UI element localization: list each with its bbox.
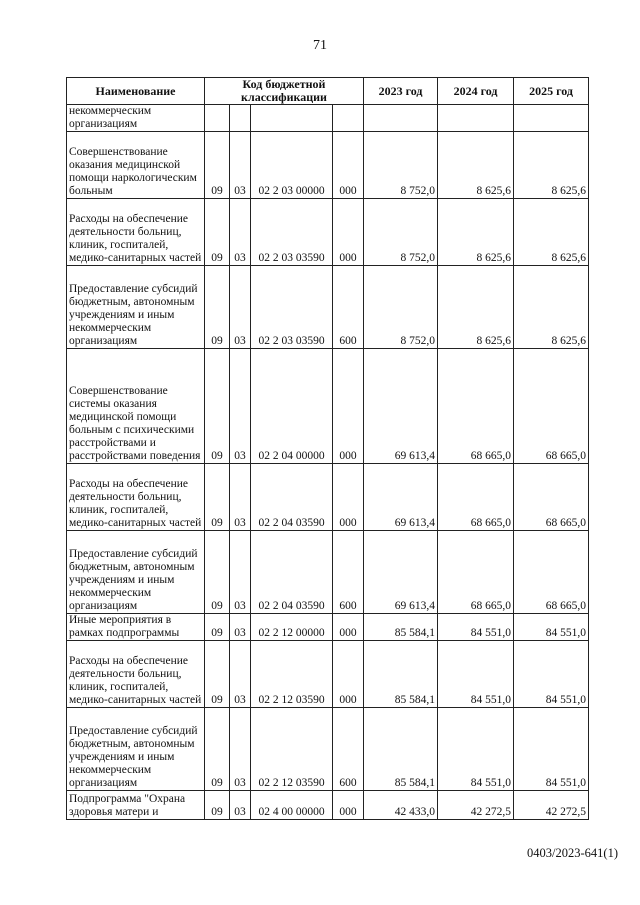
row-expense-type xyxy=(333,105,364,132)
row-expense-type: 000 xyxy=(333,349,364,464)
document-code: 0403/2023-641(1) xyxy=(527,846,618,860)
row-amount-2023: 69 613,4 xyxy=(364,464,438,531)
row-subsection: 03 xyxy=(230,464,251,531)
row-amount-2024: 8 625,6 xyxy=(438,199,514,266)
row-name: Предоставление субсидий бюджетным, автономным учреждениям и иным некоммерческим организациям xyxy=(67,531,205,614)
row-amount-2024: 68 665,0 xyxy=(438,464,514,531)
row-expense-type: 600 xyxy=(333,708,364,791)
row-name: Подпрограмма "Охрана здоровья матери и xyxy=(67,791,205,820)
row-section: 09 xyxy=(205,614,230,641)
row-subsection: 03 xyxy=(230,349,251,464)
row-target-article: 02 2 03 03590 xyxy=(251,199,333,266)
row-name: некоммерческим организациям xyxy=(67,105,205,132)
row-section: 09 xyxy=(205,266,230,349)
row-amount-2025: 68 665,0 xyxy=(514,464,589,531)
table-row xyxy=(67,132,589,199)
row-expense-type: 000 xyxy=(333,132,364,199)
row-amount-2025: 84 551,0 xyxy=(514,641,589,708)
row-amount-2025: 84 551,0 xyxy=(514,614,589,641)
row-subsection: 03 xyxy=(230,132,251,199)
row-amount-2025: 84 551,0 xyxy=(514,708,589,791)
row-amount-2023: 8 752,0 xyxy=(364,199,438,266)
row-expense-type: 000 xyxy=(333,641,364,708)
row-subsection: 03 xyxy=(230,708,251,791)
page-number: 71 xyxy=(313,38,327,53)
row-expense-type: 600 xyxy=(333,531,364,614)
row-section: 09 xyxy=(205,641,230,708)
row-amount-2024: 8 625,6 xyxy=(438,132,514,199)
row-target-article: 02 2 04 03590 xyxy=(251,464,333,531)
row-subsection: 03 xyxy=(230,614,251,641)
row-amount-2023: 69 613,4 xyxy=(364,531,438,614)
header-2024: 2024 год xyxy=(438,78,514,105)
row-subsection: 03 xyxy=(230,531,251,614)
row-amount-2023: 85 584,1 xyxy=(364,614,438,641)
row-expense-type: 000 xyxy=(333,614,364,641)
header-2025: 2025 год xyxy=(514,78,589,105)
row-subsection: 03 xyxy=(230,266,251,349)
row-amount-2023: 42 433,0 xyxy=(364,791,438,820)
row-amount-2025: 68 665,0 xyxy=(514,349,589,464)
row-expense-type: 000 xyxy=(333,791,364,820)
table-row xyxy=(67,791,589,820)
row-amount-2024: 84 551,0 xyxy=(438,614,514,641)
row-amount-2025: 42 272,5 xyxy=(514,791,589,820)
row-expense-type: 600 xyxy=(333,266,364,349)
header-code: Код бюджетной классификации xyxy=(205,78,364,105)
row-target-article: 02 2 12 03590 xyxy=(251,641,333,708)
row-amount-2024: 68 665,0 xyxy=(438,349,514,464)
table-row xyxy=(67,349,589,464)
row-amount-2024: 8 625,6 xyxy=(438,266,514,349)
row-section: 09 xyxy=(205,349,230,464)
table-row xyxy=(67,708,589,791)
row-amount-2024: 68 665,0 xyxy=(438,531,514,614)
row-target-article xyxy=(251,105,333,132)
row-target-article: 02 4 00 00000 xyxy=(251,791,333,820)
header-row xyxy=(67,78,589,105)
row-section: 09 xyxy=(205,791,230,820)
row-amount-2023: 85 584,1 xyxy=(364,708,438,791)
budget-table xyxy=(66,77,589,820)
row-name: Расходы на обеспечение деятельности больниц, клиник, госпиталей, медико-санитарных частей xyxy=(67,199,205,266)
row-amount-2024: 84 551,0 xyxy=(438,641,514,708)
row-amount-2023: 69 613,4 xyxy=(364,349,438,464)
row-target-article: 02 2 12 03590 xyxy=(251,708,333,791)
row-name: Расходы на обеспечение деятельности больниц, клиник, госпиталей, медико-санитарных частей xyxy=(67,464,205,531)
row-amount-2023: 8 752,0 xyxy=(364,132,438,199)
row-amount-2025 xyxy=(514,105,589,132)
row-target-article: 02 2 04 00000 xyxy=(251,349,333,464)
header-name: Наименование xyxy=(67,78,205,105)
row-subsection xyxy=(230,105,251,132)
row-section: 09 xyxy=(205,464,230,531)
row-amount-2025: 8 625,6 xyxy=(514,266,589,349)
row-section: 09 xyxy=(205,708,230,791)
row-subsection: 03 xyxy=(230,199,251,266)
row-amount-2025: 8 625,6 xyxy=(514,199,589,266)
header-2023: 2023 год xyxy=(364,78,438,105)
row-amount-2025: 8 625,6 xyxy=(514,132,589,199)
row-expense-type: 000 xyxy=(333,464,364,531)
row-subsection: 03 xyxy=(230,641,251,708)
row-name: Предоставление субсидий бюджетным, автономным учреждениям и иным некоммерческим организациям xyxy=(67,708,205,791)
row-name: Совершенствование оказания медицинской помощи наркологическим больным xyxy=(67,132,205,199)
row-name: Предоставление субсидий бюджетным, автономным учреждениям и иным некоммерческим организациям xyxy=(67,266,205,349)
table-row xyxy=(67,266,589,349)
row-section: 09 xyxy=(205,132,230,199)
row-amount-2024 xyxy=(438,105,514,132)
row-target-article: 02 2 04 03590 xyxy=(251,531,333,614)
row-amount-2023: 8 752,0 xyxy=(364,266,438,349)
row-target-article: 02 2 03 03590 xyxy=(251,266,333,349)
row-section: 09 xyxy=(205,531,230,614)
row-subsection: 03 xyxy=(230,791,251,820)
row-amount-2025: 68 665,0 xyxy=(514,531,589,614)
table-row xyxy=(67,105,589,132)
row-name: Расходы на обеспечение деятельности больниц, клиник, госпиталей, медико-санитарных частей xyxy=(67,641,205,708)
row-expense-type: 000 xyxy=(333,199,364,266)
row-amount-2023: 85 584,1 xyxy=(364,641,438,708)
row-name: Иные мероприятия в рамках подпрограммы xyxy=(67,614,205,641)
row-target-article: 02 2 12 00000 xyxy=(251,614,333,641)
table-row xyxy=(67,464,589,531)
table-row xyxy=(67,641,589,708)
table-row xyxy=(67,614,589,641)
table-row xyxy=(67,199,589,266)
row-section xyxy=(205,105,230,132)
row-section: 09 xyxy=(205,199,230,266)
row-amount-2024: 42 272,5 xyxy=(438,791,514,820)
row-target-article: 02 2 03 00000 xyxy=(251,132,333,199)
row-name: Совершенствование системы оказания медицинской помощи больным с психическими расстройствами и расстройствами поведения xyxy=(67,349,205,464)
table-row xyxy=(67,531,589,614)
row-amount-2023 xyxy=(364,105,438,132)
row-amount-2024: 84 551,0 xyxy=(438,708,514,791)
